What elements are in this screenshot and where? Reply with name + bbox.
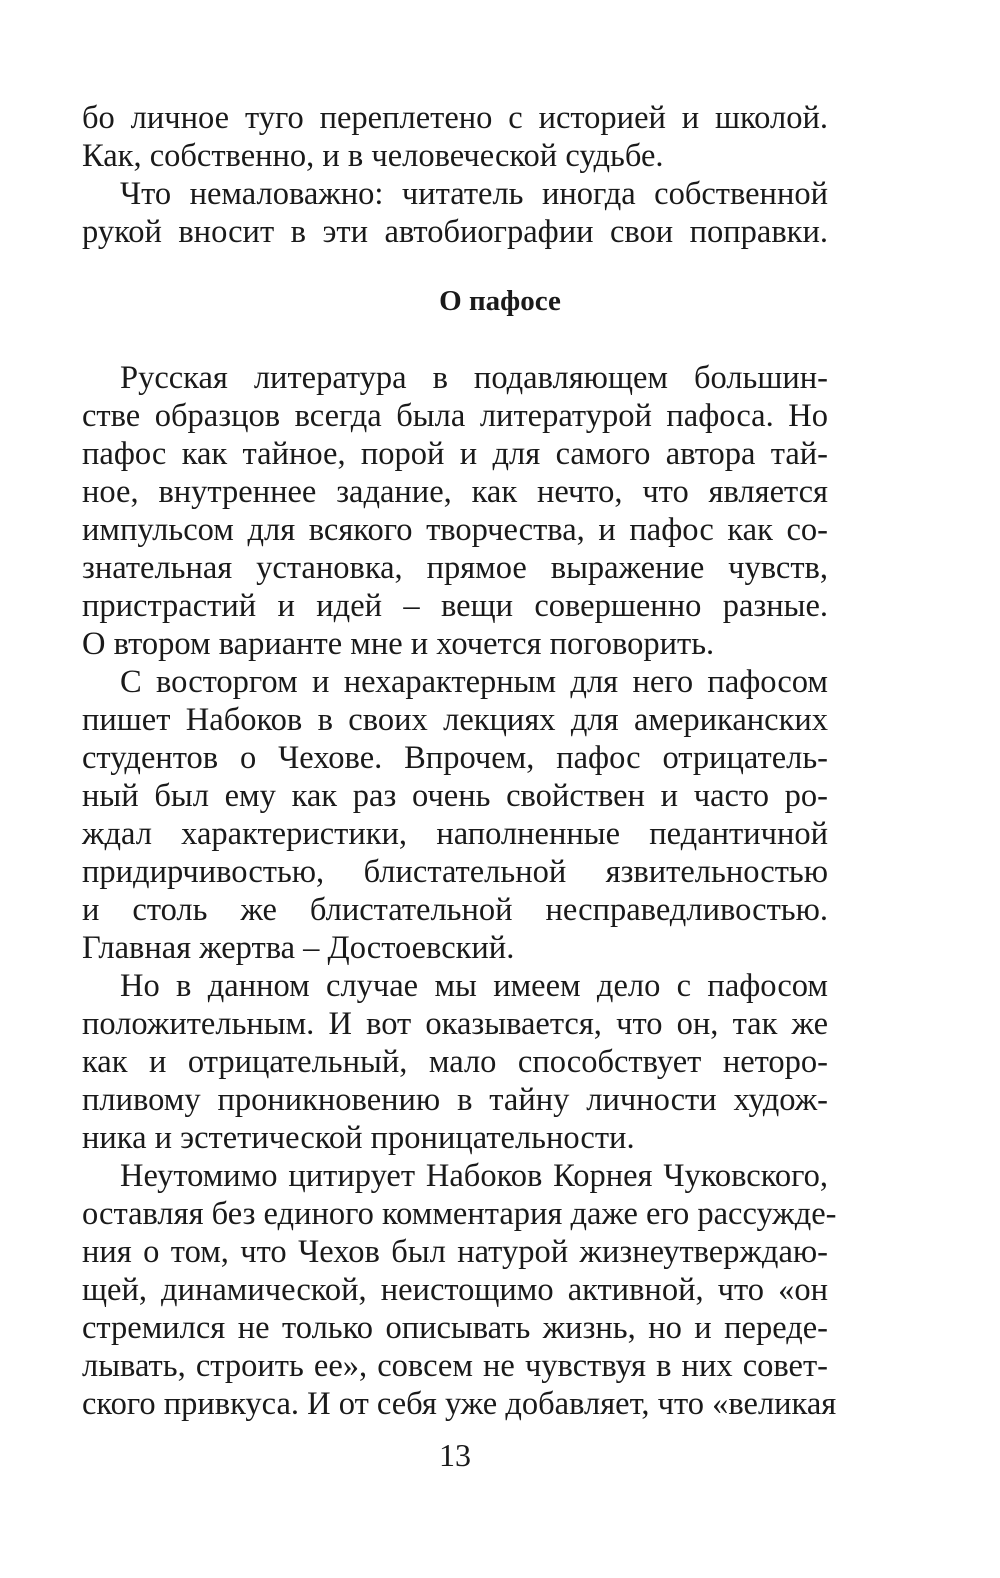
- text-line: О втором варианте мне и хочется поговорить.: [82, 626, 715, 662]
- text-line: положительным. И вот оказывается, что он, так же: [82, 1006, 828, 1042]
- text-line: ный был ему как раз очень свойствен и часто ро-: [82, 778, 828, 814]
- text-line: студентов о Чехове. Впрочем, пафос отрицатель-: [82, 740, 828, 776]
- text-line: Неутомимо цитирует Набоков Корнея Чуковского,: [120, 1158, 828, 1194]
- text-line: пафос как тайное, порой и для самого автора тай-: [82, 436, 828, 472]
- text-line: стве образцов всегда была литературой пафоса. Но: [82, 398, 828, 434]
- text-line: Что немаловажно: читатель иногда собственной: [120, 176, 828, 212]
- text-line: щей, динамической, неистощимо активной, что «он: [82, 1272, 828, 1308]
- text-line: Главная жертва – Достоевский.: [82, 930, 515, 966]
- text-line: ского привкуса. И от себя уже добавляет, что «великая: [82, 1386, 837, 1422]
- text-line: ния о том, что Чехов был натурой жизнеутверждаю-: [82, 1234, 828, 1270]
- page-number: 13: [439, 1437, 471, 1473]
- text-line: Но в данном случае мы имеем дело с пафосом: [120, 968, 828, 1004]
- text-line: импульсом для всякого творчества, и пафос как со-: [82, 512, 828, 548]
- text-line: С восторгом и нехарактерным для него пафосом: [120, 664, 828, 700]
- section-heading: О пафосе: [439, 285, 561, 317]
- text-line: знательная установка, прямое выражение чувств,: [82, 550, 828, 586]
- text-line: пливому проникновению в тайну личности худож-: [82, 1082, 828, 1118]
- text-line: пристрастий и идей – вещи совершенно разные.: [82, 588, 828, 624]
- text-line: ное, внутреннее задание, как нечто, что является: [82, 474, 828, 510]
- text-line: ждал характеристики, наполненные педантичной: [82, 816, 828, 852]
- text-line: оставляя без единого комментария даже его рассужде-: [82, 1196, 837, 1232]
- text-line: бо личное туго переплетено с историей и школой.: [82, 100, 828, 136]
- text-line: рукой вносит в эти автобиографии свои поправки.: [82, 214, 828, 250]
- text-line: лывать, строить ее», совсем не чувствуя в них совет-: [82, 1348, 828, 1384]
- text-line: стремился не только описывать жизнь, но и переде-: [82, 1310, 828, 1346]
- text-line: и столь же блистательной несправедливостью.: [82, 892, 828, 928]
- text-line: Как, собственно, и в человеческой судьбе.: [82, 138, 664, 174]
- text-line: придирчивостью, блистательной язвительностью: [82, 854, 828, 890]
- text-line: как и отрицательный, мало способствует неторо-: [82, 1044, 828, 1080]
- text-line: пишет Набоков в своих лекциях для американских: [82, 702, 828, 738]
- text-line: ника и эстетической проницательности.: [82, 1120, 635, 1156]
- text-line: Русская литература в подавляющем большин-: [120, 360, 828, 396]
